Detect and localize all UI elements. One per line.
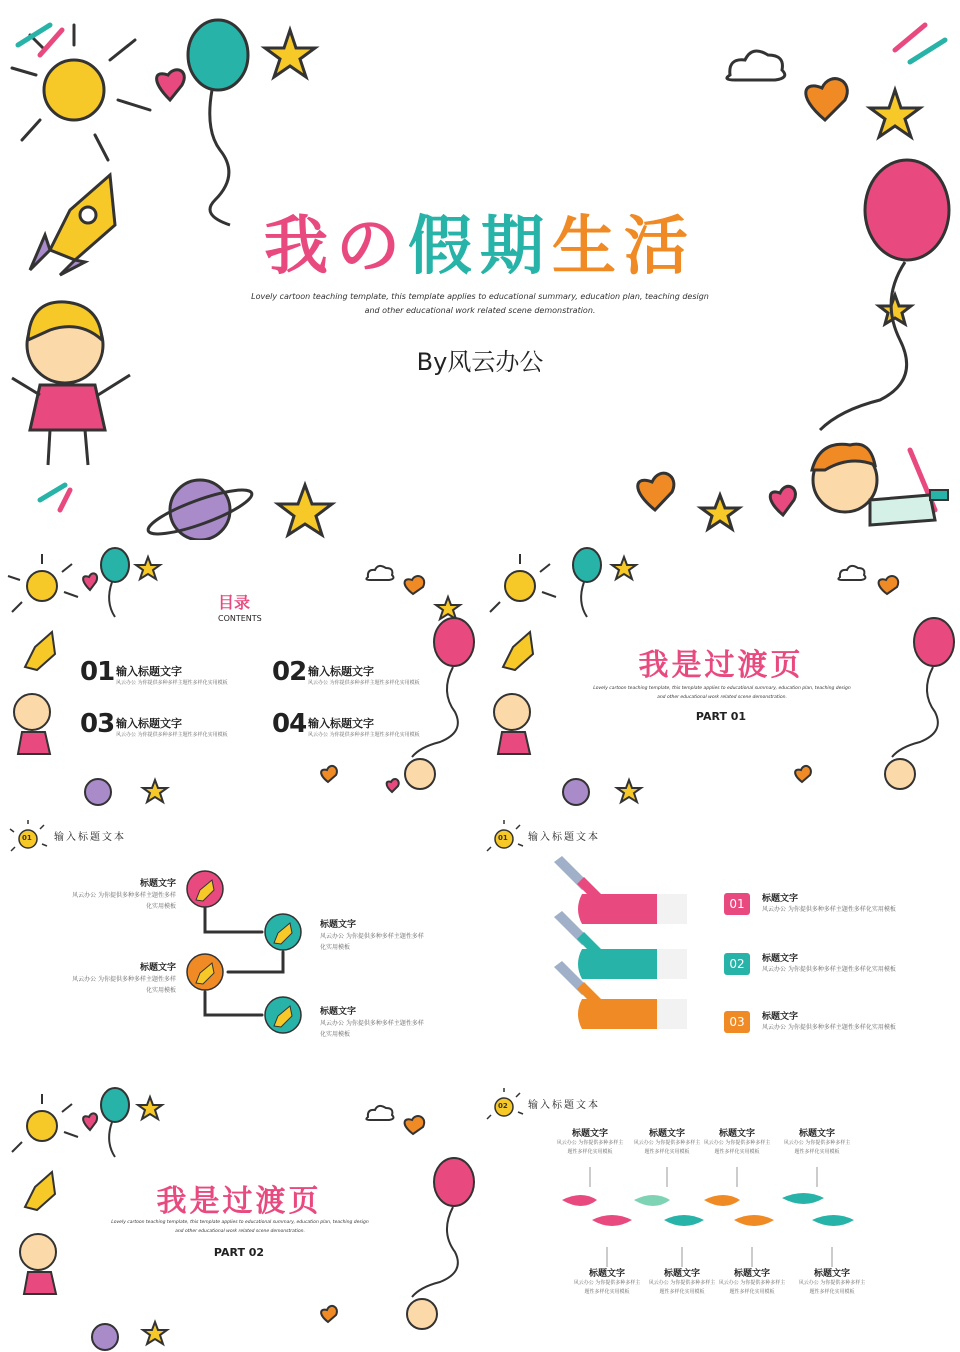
feet-item-title: 标题文字 [798, 1129, 835, 1139]
toc-item-desc: 风云办公 为你提供多种多样主题性多样化实用模板 [308, 732, 420, 738]
feet-item-title: 标题文字 [571, 1129, 608, 1139]
footprint-icon [562, 1193, 854, 1226]
flow-slide [0, 812, 478, 1080]
brush-item-badge: 02 [724, 953, 750, 975]
star-icon [617, 780, 641, 802]
feet-item-title: 标题文字 [718, 1129, 755, 1139]
feet-item-desc: 风云办公 为你提供多种多样主题性多样化实用模板 [703, 1140, 771, 1155]
sun-icon [27, 571, 57, 601]
heart-icon [157, 70, 185, 100]
sun-icon [27, 1111, 57, 1141]
cover-subtitle-line: Lovely cartoon teaching template, this template applies to educational summary, education plan, teaching design [251, 292, 709, 301]
feet-badge: 02 [498, 1102, 508, 1110]
star-icon [265, 30, 315, 77]
toc-item-desc: 风云办公 为你提供多种多样主题性多样化实用模板 [308, 680, 420, 686]
brush-item-desc: 风云办公 为你提供多种多样主题性多样化实用模板 [762, 906, 896, 913]
boy-head [405, 759, 435, 789]
part2-subtitle [90, 1218, 390, 1236]
feet-item-desc: 风云办公 为你提供多种多样主题性多样化实用模板 [633, 1140, 701, 1155]
cloud-icon [838, 566, 865, 580]
paint-brush-icon [554, 856, 687, 924]
heart-icon [638, 473, 674, 510]
cover-subtitle-line: and other educational work related scene demonstration. [364, 306, 596, 315]
balloon-icon [434, 618, 474, 666]
feet-item-title: 标题文字 [733, 1269, 770, 1279]
planet-icon [85, 779, 111, 805]
toc-item-title: 输入标题文字 [116, 717, 182, 730]
boy-head [885, 759, 915, 789]
feet-item-desc: 风云办公 为你提供多种多样主题性多样化实用模板 [798, 1280, 866, 1295]
feet-item-desc: 风云办公 为你提供多种多样主题性多样化实用模板 [718, 1280, 786, 1295]
feet-top-item [782, 1126, 852, 1157]
toc-item-desc: 风云办公 为你提供多种多样主题性多样化实用模板 [116, 732, 228, 738]
feet-bottom-item [572, 1266, 642, 1297]
brush-badge: 01 [498, 834, 508, 842]
toc-item-title: 输入标题文字 [308, 717, 374, 730]
heart-icon [321, 766, 337, 782]
feet-item-desc: 风云办公 为你提供多种多样主题性多样化实用模板 [648, 1280, 716, 1295]
part2-subtitle-line: Lovely cartoon teaching template, this template applies to educational summary, education plan, teaching design [111, 1220, 369, 1225]
feet-item-title: 标题文字 [588, 1269, 625, 1279]
toc-item-desc: 风云办公 为你提供多种多样主题性多样化实用模板 [116, 680, 228, 686]
cover-title-char: の [336, 210, 408, 284]
cloud-icon [366, 1106, 393, 1120]
feet-top-item [555, 1126, 625, 1157]
feet-bottom-item [647, 1266, 717, 1297]
part1-subtitle-line: and other educational work related scene demonstration. [657, 695, 787, 700]
heart-icon [806, 79, 848, 120]
toc-item-num: 02 [272, 657, 307, 687]
boy-head [407, 1299, 437, 1329]
toc-item-num: 04 [272, 709, 307, 739]
feet-item-title: 标题文字 [813, 1269, 850, 1279]
sun-icon [505, 571, 535, 601]
star-icon [879, 295, 911, 324]
brush-item-badge: 01 [724, 893, 750, 915]
toc-slide [0, 542, 478, 810]
planet-icon [92, 1324, 118, 1350]
brush-item-desc: 风云办公 为你提供多种多样主题性多样化实用模板 [762, 966, 896, 973]
part1-slide [482, 542, 960, 810]
cloud-icon [727, 51, 785, 80]
sun-icon [12, 25, 150, 160]
brush-item-badge: 03 [724, 1011, 750, 1033]
rocket-icon [25, 632, 55, 670]
cover-subtitle [180, 290, 780, 318]
cover-title-char: 我 [264, 210, 336, 284]
part2-title: 我是过渡页 [156, 1184, 322, 1219]
toc-decorations [0, 542, 478, 810]
heart-icon [321, 1306, 337, 1322]
heart-icon [387, 779, 399, 792]
flow-badge: 01 [22, 834, 32, 842]
cover-title-char: 假 [408, 210, 480, 284]
feet-item-title: 标题文字 [663, 1269, 700, 1279]
girl-head [14, 694, 50, 730]
star-icon [138, 1097, 162, 1119]
flow-item-title: 标题文字 [139, 879, 176, 889]
star-icon [870, 90, 920, 137]
brush-decorations [482, 812, 960, 1080]
brush-item-title: 标题文字 [762, 894, 799, 904]
heart-icon [770, 486, 795, 515]
brush-item-title: 标题文字 [762, 954, 799, 964]
boy-illustration [812, 444, 948, 525]
toc-item-num: 03 [80, 709, 115, 739]
cover-title [0, 195, 960, 287]
planet-icon [144, 480, 256, 540]
part1-subtitle-line: Lovely cartoon teaching template, this template applies to educational summary, education plan, teaching design [593, 686, 851, 691]
feet-item-desc: 风云办公 为你提供多种多样主题性多样化实用模板 [556, 1140, 624, 1155]
star-icon [143, 1322, 167, 1344]
part2-label: PART 02 [213, 1246, 265, 1259]
heart-icon [83, 573, 97, 590]
cover-title-char: 活 [624, 210, 696, 284]
heart-icon [405, 1116, 425, 1134]
flow-item-desc: 风云办公 为你提供多种多样主题性多样化实用模板 [72, 892, 176, 910]
flow-item-desc: 风云办公 为你提供多种多样主题性多样化实用模板 [72, 976, 176, 994]
cover-author: By风云办公 [416, 348, 544, 376]
planet-icon [563, 779, 589, 805]
star-icon [278, 485, 332, 535]
flow-item-title: 标题文字 [139, 963, 176, 973]
cover-slide [0, 0, 960, 540]
toc-title: 目录 [218, 593, 251, 612]
footprint-decorations [482, 1082, 960, 1352]
star-icon [612, 557, 636, 579]
footprint-slide [482, 1082, 960, 1352]
cover-title-char: 生 [552, 210, 624, 284]
feet-item-desc: 风云办公 为你提供多种多样主题性多样化实用模板 [783, 1140, 851, 1155]
part1-label: PART 01 [695, 710, 747, 723]
feet-top-item [632, 1126, 702, 1157]
balloon-icon [101, 1088, 129, 1122]
flow-item-title: 标题文字 [320, 920, 357, 930]
feet-bottom-item [797, 1266, 867, 1297]
cloud-icon [366, 566, 393, 580]
star-icon [143, 780, 167, 802]
brush-header: 输入标题文本 [528, 832, 600, 843]
part1-title: 我是过渡页 [638, 648, 804, 683]
balloon-icon [101, 548, 129, 582]
flow-header: 输入标题文本 [54, 832, 126, 843]
heart-icon [405, 576, 425, 594]
feet-top-item [702, 1126, 772, 1157]
star-icon [436, 597, 460, 619]
flow-item-desc: 风云办公 为你提供多种多样主题性多样化实用模板 [320, 933, 424, 951]
toc-item-title: 输入标题文字 [308, 665, 374, 678]
toc-subtitle: CONTENTS [218, 614, 262, 623]
heart-icon [879, 576, 899, 594]
girl-illustration [12, 302, 130, 465]
brush-item-desc: 风云办公 为你提供多种多样主题性多样化实用模板 [762, 1024, 896, 1031]
toc-item-num: 01 [80, 657, 115, 687]
flow-item-desc: 风云办公 为你提供多种多样主题性多样化实用模板 [320, 1020, 424, 1038]
part1-subtitle [572, 684, 872, 702]
star-icon [136, 557, 160, 579]
feet-bottom-item [717, 1266, 787, 1297]
balloon-icon [573, 548, 601, 582]
feet-item-title: 标题文字 [648, 1129, 685, 1139]
heart-icon [795, 766, 811, 782]
brush-item-title: 标题文字 [762, 1012, 799, 1022]
toc-item-title: 输入标题文字 [116, 665, 182, 678]
feet-item-desc: 风云办公 为你提供多种多样主题性多样化实用模板 [573, 1280, 641, 1295]
cover-title-char: 期 [480, 210, 552, 284]
part2-subtitle-line: and other educational work related scene demonstration. [175, 1229, 305, 1234]
flow-item-title: 标题文字 [320, 1007, 357, 1017]
part2-slide [0, 1082, 478, 1352]
brush-slide [482, 812, 960, 1080]
heart-icon [83, 1113, 97, 1130]
feet-header: 输入标题文本 [528, 1100, 600, 1111]
star-icon [701, 495, 739, 529]
